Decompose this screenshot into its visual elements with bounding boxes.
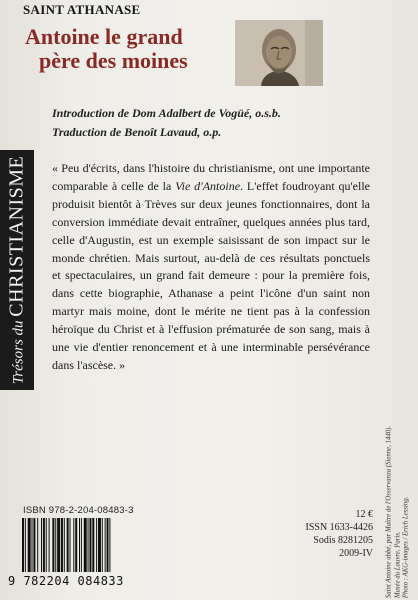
image-credit-line-2: Musée du Louvre, Paris. xyxy=(393,531,401,599)
blurb-book-title: Vie d'Antoine xyxy=(175,178,241,193)
blurb-paragraph xyxy=(52,160,370,375)
series-title-italic: Trésors du xyxy=(10,320,27,385)
series-band xyxy=(0,150,34,390)
series-title xyxy=(6,156,29,384)
edition-code: 2009-IV xyxy=(339,548,373,559)
introduction-credit: Introduction de Dom Adalbert de Vogüé, o.s.b. xyxy=(52,106,281,120)
barcode-digits: 9 782204 084833 xyxy=(8,574,124,588)
issn-number: ISSN 1633-4426 xyxy=(305,522,373,533)
isbn-number: ISBN 978-2-204-08483-3 xyxy=(23,505,134,516)
series-title-main: CHRISTIANISME xyxy=(5,155,28,317)
image-credit-line-1: Saint Antoine abbé, par Maître de l'Osservanza (Sienne, 1440). xyxy=(385,425,393,599)
book-title xyxy=(25,25,235,73)
image-credit xyxy=(385,426,411,598)
sodis-number: Sodis 8281205 xyxy=(313,535,373,546)
saint-portrait-image xyxy=(235,20,323,86)
title-line-1: Antoine le grand xyxy=(25,24,183,49)
publication-info xyxy=(233,508,373,560)
back-cover-blurb xyxy=(52,160,370,375)
price: 12 € xyxy=(355,509,373,520)
translation-credits xyxy=(52,104,392,142)
translation-credit: Traduction de Benoît Lavaud, o.p. xyxy=(52,125,222,139)
blurb-text-start: « Peu d'écrits, dans l'histoire du christianisme, ont une importante comparable à celle de la xyxy=(52,161,370,193)
title-line-2: père des moines xyxy=(39,48,188,73)
blurb-text-end: . L'effet foudroyant qu'elle produisit bientôt à Trèves sur deux jeunes fonctionnaires, dont la conversion immédiate devait entraîner, quelques années plus tard, celle d'Augustin, est un exemple saisissant de son impact sur le monde chrétien. Mais surtout, au-delà de ces résultats ponctuels et spectaculaires, un grand fait demeure : pour la première fois, dans cette biographie, Athanase a peint l'icône d'un saint non martyr mais moine, dont le mérite ne tient pas à la confession héroïque du Christ et à l'effusion prématurée de son sang, mais à une vie d'entier renoncement et à une interminable persévérance dans l'ascèse. » xyxy=(52,178,370,372)
image-credit-line-3: Photo : AKG-images / Erich Lessing. xyxy=(402,496,410,599)
author-name: SAINT ATHANASE xyxy=(23,2,141,17)
